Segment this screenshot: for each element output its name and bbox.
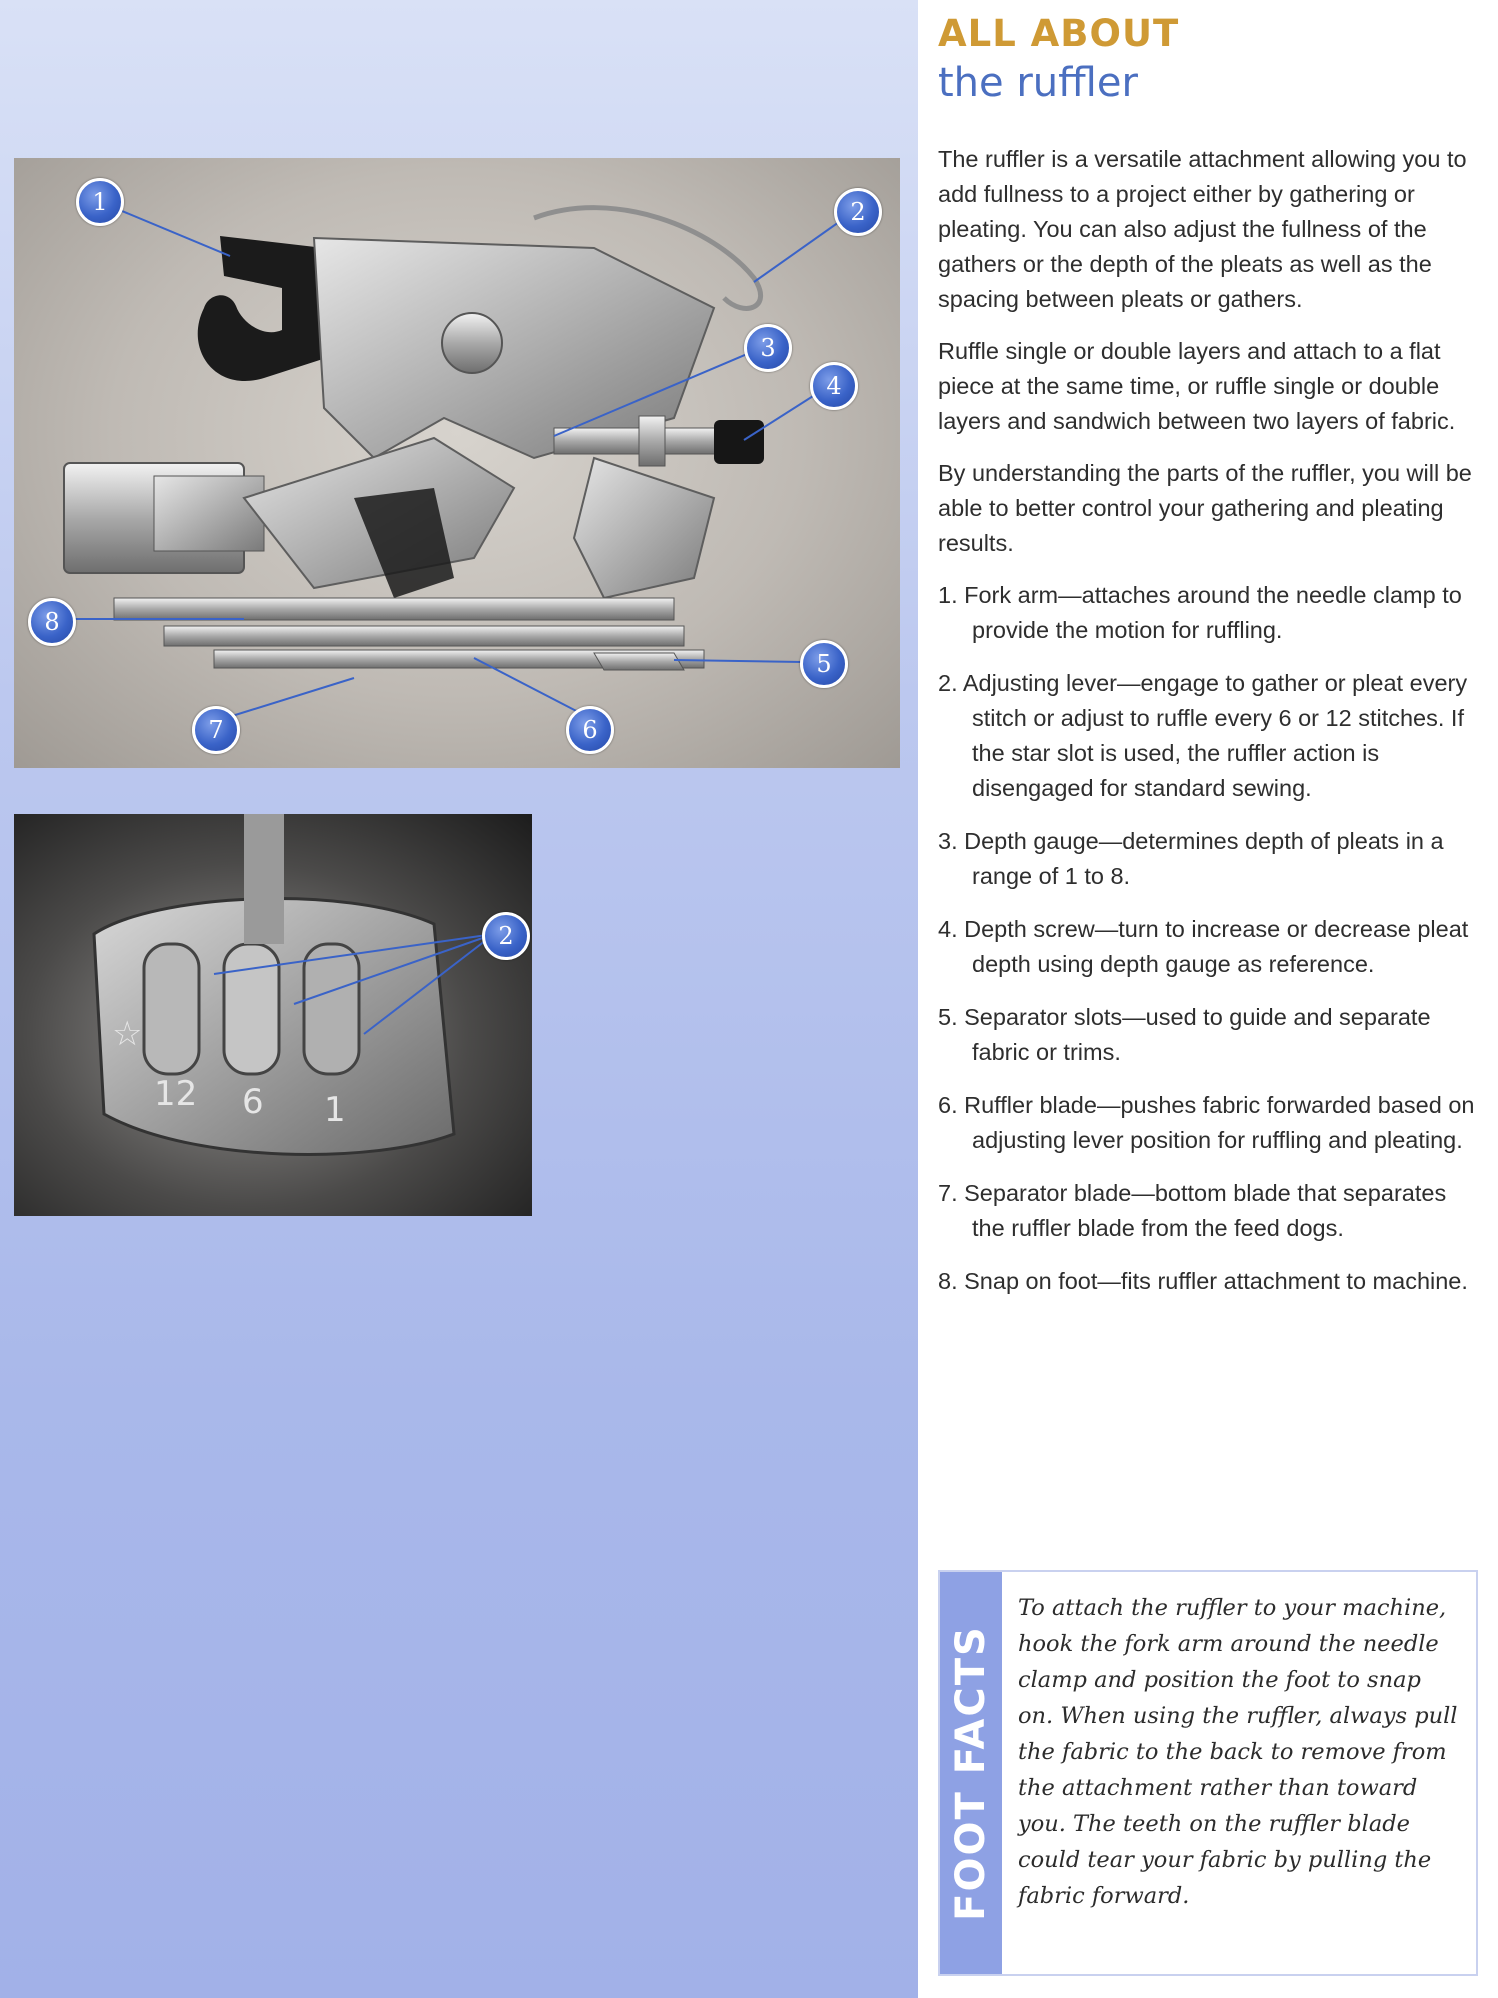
callout-3: 3: [744, 324, 792, 372]
callout-1: 1: [76, 178, 124, 226]
parts-list-item: 2. Adjusting lever—engage to gather or pleat every stitch or adjust to ruffle every 6 or 12 stitches. If the star slot is used, the ruffler action is disengaged for standard sewing.: [938, 670, 1468, 801]
callout-8: 8: [28, 598, 76, 646]
callout-7: 7: [192, 706, 240, 754]
ruffler-illustration: [14, 158, 900, 768]
foot-facts-tab: [940, 1572, 1002, 1974]
slot-6-marking: 6: [242, 1082, 264, 1122]
parts-list-item: 7. Separator blade—bottom blade that separates the ruffler blade from the feed dogs.: [938, 1180, 1447, 1241]
parts-list: [938, 578, 1478, 1299]
callout-detail-2: 2: [482, 912, 530, 960]
callout-4: 4: [810, 362, 858, 410]
parts-list-item: 8. Snap on foot—fits ruffler attachment to machine.: [938, 1268, 1468, 1294]
adjusting-lever-illustration: [14, 814, 532, 1216]
page-heading-sub: the ruffler: [938, 60, 1138, 106]
parts-list-item: 5. Separator slots—used to guide and separate fabric or trims.: [938, 1004, 1431, 1065]
ruffler-main-photo: [14, 158, 900, 768]
article-body: [938, 142, 1478, 1317]
star-slot-marking: ☆: [112, 1014, 143, 1054]
slot-12-marking: 12: [154, 1074, 198, 1114]
intro-paragraph-3: By understanding the parts of the ruffler, you will be able to better control your gathering and pleating results.: [938, 460, 1472, 556]
slot-1-marking: 1: [324, 1090, 346, 1130]
parts-list-item: 4. Depth screw—turn to increase or decrease pleat depth using depth gauge as reference.: [938, 916, 1469, 977]
adjusting-lever-detail-photo: [14, 814, 532, 1216]
page-heading-top: ALL ABOUT: [938, 12, 1180, 55]
foot-facts-box: [938, 1570, 1478, 1976]
intro-paragraph-2: Ruffle single or double layers and attach to a flat piece at the same time, or ruffle single or double layers and sandwich between two layers of fabric.: [938, 338, 1456, 434]
callout-6: 6: [566, 706, 614, 754]
callout-5: 5: [800, 640, 848, 688]
foot-facts-text: To attach the ruffler to your machine, hook the fork arm around the needle clamp and position the foot to snap on. When using the ruffler, always pull the fabric to the back to remove from the attachment rather than toward you. The teeth on the ruffler blade could tear your fabric by pulling the fabric forward.: [1018, 1595, 1458, 1909]
foot-facts-label: FOOT FACTS: [948, 1625, 994, 1921]
parts-list-item: 1. Fork arm—attaches around the needle clamp to provide the motion for ruffling.: [938, 582, 1462, 643]
intro-paragraph-1: The ruffler is a versatile attachment allowing you to add fullness to a project either by gathering or pleating. You can also adjust the fullness of the gathers or the depth of the pleats as well as the spacing between pleats or gathers.: [938, 146, 1467, 312]
parts-list-item: 6. Ruffler blade—pushes fabric forwarded based on adjusting lever position for ruffling and pleating.: [938, 1092, 1475, 1153]
callout-2: 2: [834, 188, 882, 236]
parts-list-item: 3. Depth gauge—determines depth of pleats in a range of 1 to 8.: [938, 828, 1444, 889]
